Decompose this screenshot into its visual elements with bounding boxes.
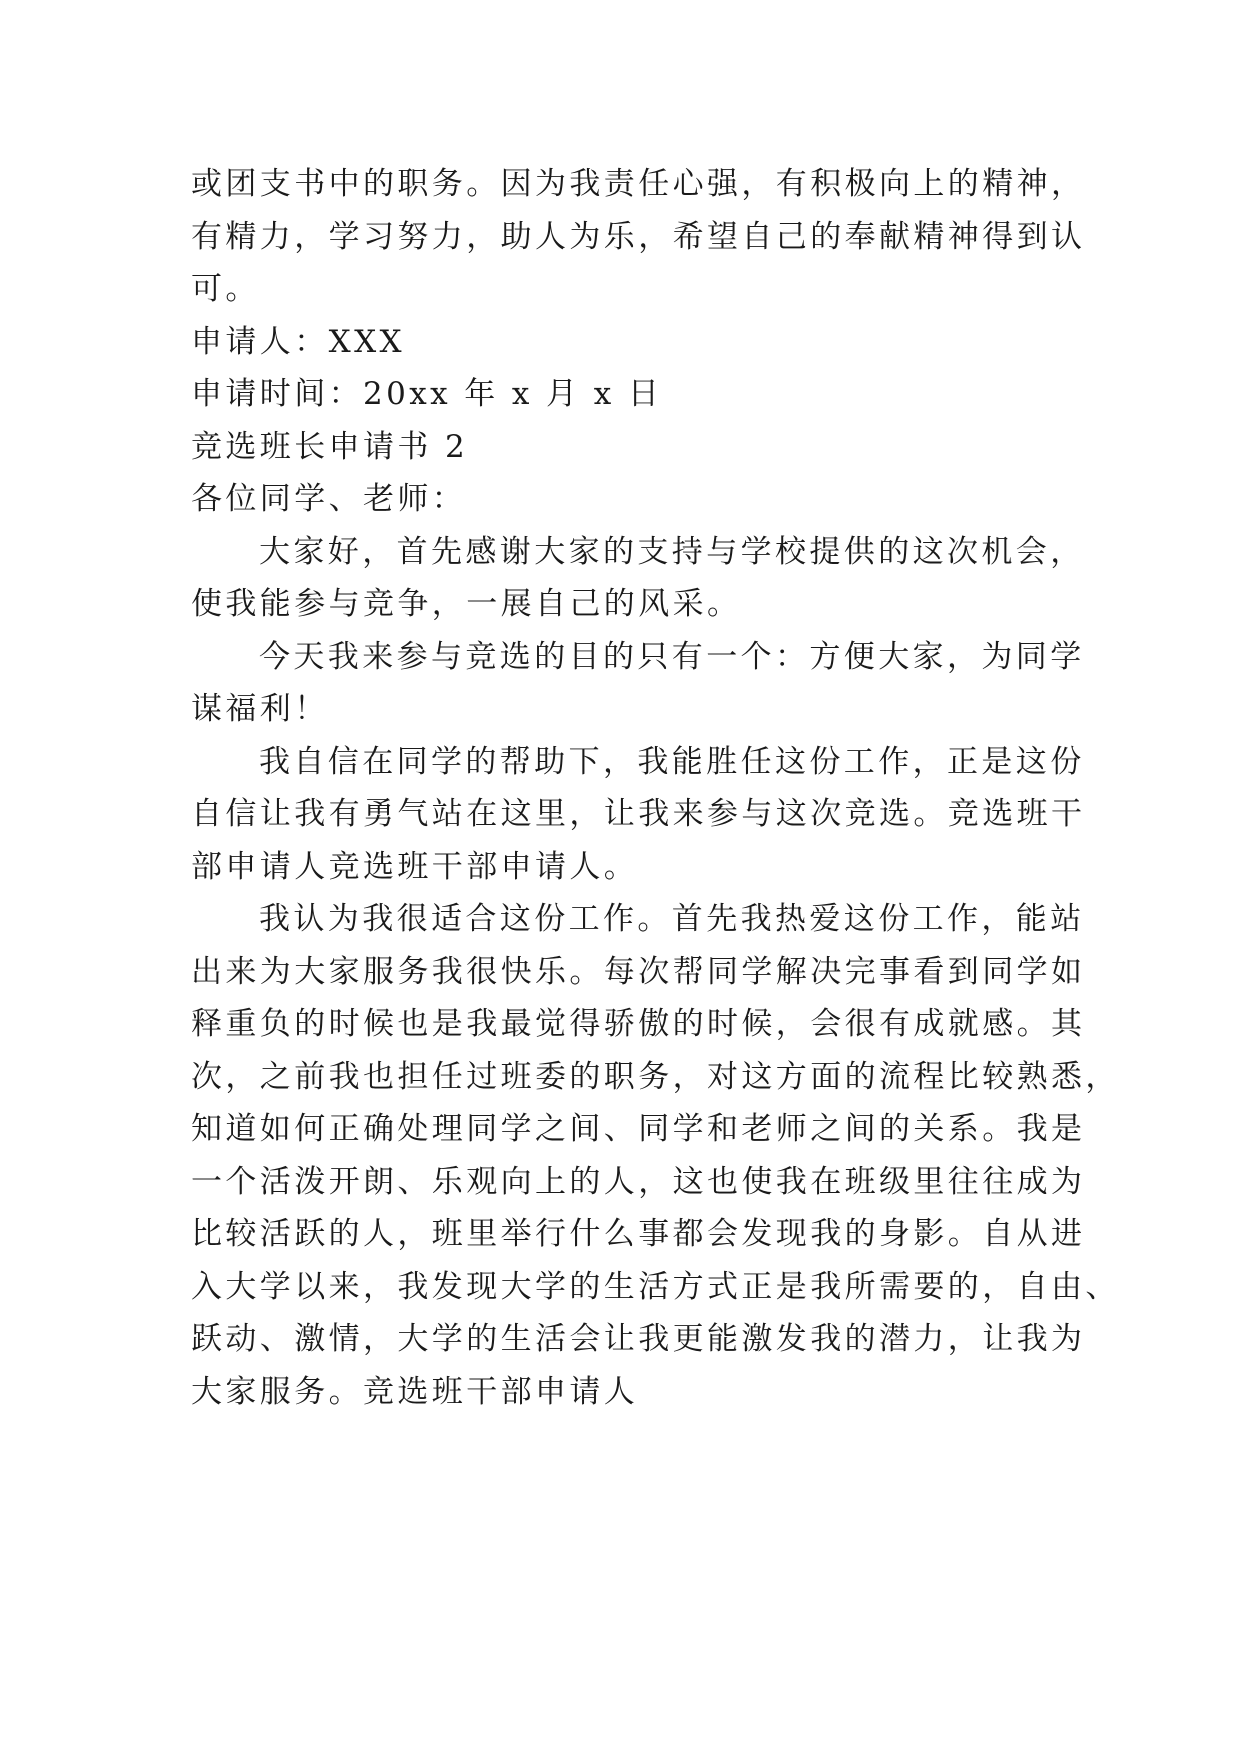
text-line: 申请时间：20xx 年 x 月 x 日 [191,376,663,412]
text-line: 比较活跃的人，班里举行什么事都会发现我的身影。自从进 [191,1216,1086,1252]
text-line: 谋福利！ [191,691,329,727]
text-line: 竞选班长申请书 2 [191,428,469,465]
text-line: 或团支书中的职务。因为我责任心强，有积极向上的精神， [191,166,1086,202]
text-line: 大家服务。竞选班干部申请人 [191,1373,639,1410]
text-line: 今天我来参与竞选的目的只有一个：方便大家，为同学 [259,638,1085,675]
text-line: 出来为大家服务我很快乐。每次帮同学解决完事看到同学如 [191,953,1086,990]
text-line: 我认为我很适合这份工作。首先我热爱这份工作，能站 [259,901,1085,937]
text-line: 大家好，首先感谢大家的支持与学校提供的这次机会， [259,533,1085,570]
text-line: 各位同学、老师： [191,481,467,517]
text-line: 一个活泼开朗、乐观向上的人，这也使我在班级里往往成为 [191,1163,1086,1200]
text-line: 释重负的时候也是我最觉得骄傲的时候，会很有成就感。其 [191,1006,1086,1042]
text-line: 可。 [191,271,260,307]
text-line: 我自信在同学的帮助下，我能胜任这份工作，正是这份 [259,743,1085,780]
text-line: 入大学以来，我发现大学的生活方式正是我所需要的，自由、 [191,1268,1120,1305]
text-line: 部申请人竞选班干部申请人。 [191,848,639,885]
text-line: 使我能参与竞争，一展自己的风采。 [191,586,742,622]
document-body [191,158,1120,1418]
text-line: 有精力，学习努力，助人为乐，希望自己的奉献精神得到认 [191,218,1086,255]
text-line: 知道如何正确处理同学之间、同学和老师之间的关系。我是 [191,1111,1086,1147]
text-line: 申请人：XXX [191,323,406,360]
text-line: 跃动、激情，大学的生活会让我更能激发我的潜力，让我为 [191,1321,1086,1357]
text-line: 次，之前我也担任过班委的职务，对这方面的流程比较熟悉， [191,1058,1120,1095]
text-line: 自信让我有勇气站在这里，让我来参与这次竞选。竞选班干 [191,796,1086,832]
